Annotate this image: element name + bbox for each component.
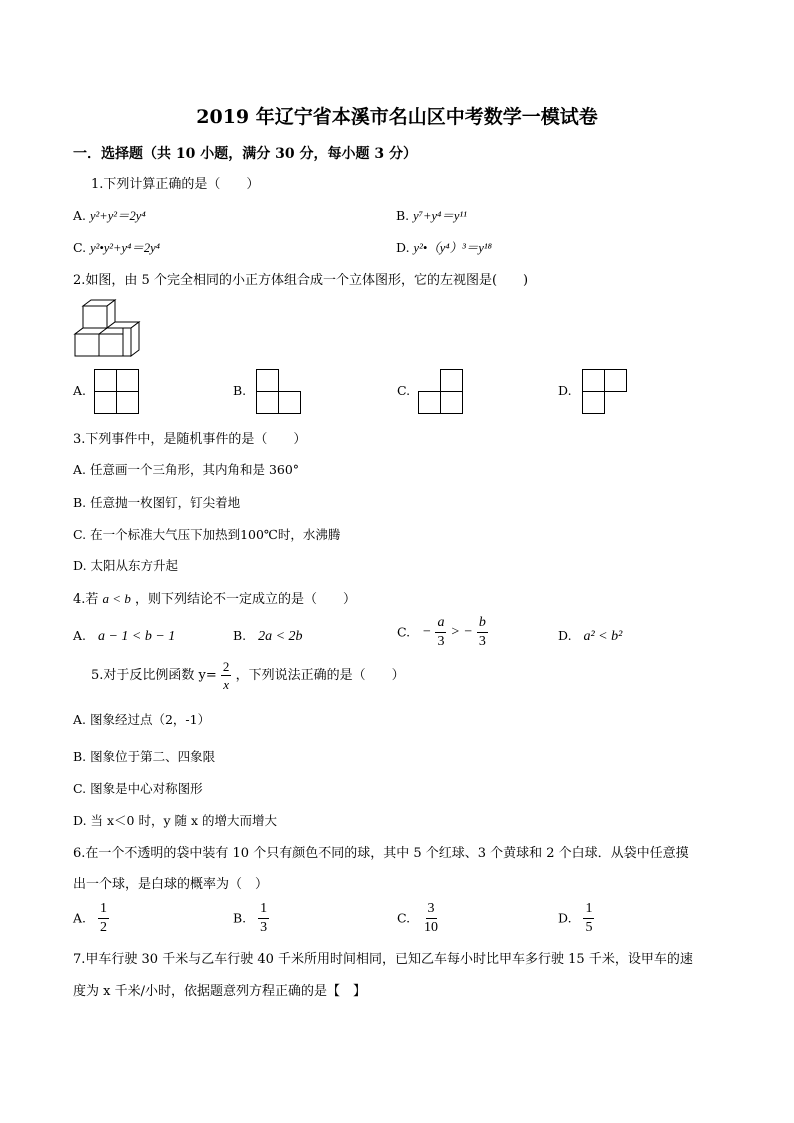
fraction-numerator: a [435, 616, 446, 633]
cube-stack-figure [73, 300, 145, 360]
option-label: C. [397, 624, 411, 640]
fraction-numerator: b [477, 616, 488, 633]
stem-text: ，下列说法正确的是（ ） [235, 668, 405, 683]
fraction-denominator: 10 [424, 920, 439, 935]
question-5-option-d: D. 当 x＜0 时，y 随 x 的增大而增大 [73, 813, 278, 828]
option-text: y²•（y⁴）³＝y¹⁸ [413, 241, 493, 255]
fraction-numerator: 1 [583, 902, 594, 919]
question-2-option-a-label: A. [73, 383, 87, 398]
exam-title: 2019 年辽宁省本溪市名山区中考数学一模试卷 [196, 106, 598, 128]
question-1-stem: 1.下列计算正确的是（ ） [91, 177, 260, 192]
fraction-option-b [258, 902, 269, 935]
question-1-option-b [396, 210, 467, 223]
option-math: > − [450, 624, 473, 640]
option-a-grid-figure [94, 369, 140, 415]
fraction-numerator: 1 [258, 902, 269, 919]
question-4-option-b [233, 630, 303, 644]
question-5-option-b: B. 图象位于第二、四象限 [73, 749, 216, 764]
option-b-grid-figure [256, 369, 302, 415]
question-5-option-c: C. 图象是中心对称图形 [73, 781, 203, 796]
option-label: A. [73, 628, 87, 643]
stem-text: ，则下列结论不一定成立的是（ ） [134, 592, 356, 607]
option-math: a − 1 < b − 1 [97, 629, 176, 644]
question-6-option-b [233, 902, 269, 935]
fraction-numerator: 3 [426, 902, 437, 919]
option-label: B. [233, 628, 247, 643]
fraction-option-a [98, 902, 109, 935]
question-3-option-c: C. 在一个标准大气压下加热到100℃时，水沸腾 [73, 527, 341, 542]
stem-text: 4.若 [73, 592, 99, 607]
option-label: B. [396, 208, 410, 223]
question-1-option-a [73, 210, 146, 223]
fraction-denominator: 5 [585, 920, 593, 935]
option-math: a² < b² [583, 629, 623, 644]
option-label: D. [558, 628, 572, 643]
option-label: D. [558, 910, 572, 926]
question-4-option-d [558, 630, 622, 644]
question-2-option-d-label: D. [558, 383, 572, 398]
fraction-denominator: x [223, 677, 230, 692]
question-6-stem-line-2: 出一个球，是白球的概率为（ ） [73, 877, 269, 892]
question-6-stem-line-1: 6.在一个不透明的袋中装有 10 个只有颜色不同的球，其中 5 个红球、3 个黄球和 2 个白球．从袋中任意摸 [73, 846, 689, 861]
question-5-stem [91, 660, 405, 691]
question-4-stem [73, 592, 356, 606]
fraction-b-over-3 [477, 616, 488, 649]
question-3-stem: 3.下列事件中，是随机事件的是（ ） [73, 432, 307, 447]
fraction-option-c [422, 902, 440, 935]
question-5-option-a: A. 图象经过点（2，-1） [73, 712, 211, 727]
question-3-option-b: B. 任意抛一枚图钉，钉尖着地 [73, 495, 241, 510]
fraction-denominator: 3 [437, 634, 445, 649]
stem-condition: a < b [102, 591, 131, 606]
question-1-option-c [73, 242, 160, 255]
option-label: D. [396, 240, 410, 255]
option-c-grid-figure [418, 369, 464, 415]
question-6-option-c [397, 902, 440, 935]
question-6-option-d [558, 902, 594, 935]
question-6-option-a [73, 902, 109, 935]
option-d-grid-figure [582, 369, 628, 415]
option-text: y⁷+y⁴＝y¹¹ [413, 209, 467, 223]
fraction-option-d [583, 902, 594, 935]
fraction-numerator: 2 [222, 659, 230, 674]
question-7-stem-line-1: 7.甲车行驶 30 千米与乙车行驶 40 千米所用时间相同，已知乙车每小时比甲车多行驶 15 千米，设甲车的速 [73, 952, 693, 967]
fraction-2-over-x [221, 660, 232, 691]
fraction-a-over-3 [435, 616, 446, 649]
fraction-numerator: 1 [98, 902, 109, 919]
section-heading: 一．选择题（共 10 小题，满分 30 分，每小题 3 分） [73, 146, 417, 162]
fraction-denominator: 3 [260, 920, 268, 935]
question-2-option-c-label: C. [397, 383, 411, 398]
question-4-option-c [397, 616, 488, 649]
question-7-stem-line-2: 度为 x 千米/小时，依据题意列方程正确的是【 】 [73, 984, 366, 999]
option-label: B. [233, 910, 247, 926]
question-3-option-a: A. 任意画一个三角形，其内角和是 360° [73, 462, 300, 477]
question-3-option-d: D. 太阳从东方升起 [73, 558, 179, 573]
fraction-denominator: 2 [99, 920, 107, 935]
question-2-stem: 2.如图，由 5 个完全相同的小正方体组合成一个立体图形，它的左视图是( ) [73, 273, 529, 288]
question-4-option-a [73, 630, 175, 644]
option-label: C. [397, 910, 411, 926]
stem-text: 5.对于反比例函数 y= [91, 668, 217, 683]
question-1-option-d [396, 242, 492, 255]
option-label: A. [73, 208, 87, 223]
option-label: A. [73, 910, 87, 926]
option-label: C. [73, 240, 87, 255]
option-math: − [422, 624, 432, 640]
fraction-denominator: 3 [478, 634, 486, 649]
option-text: y²•y²+y⁴＝2y⁴ [90, 241, 161, 255]
option-text: y²+y²＝2y⁴ [90, 209, 146, 223]
option-math: 2a < 2b [258, 629, 303, 644]
question-2-option-b-label: B. [233, 383, 247, 398]
